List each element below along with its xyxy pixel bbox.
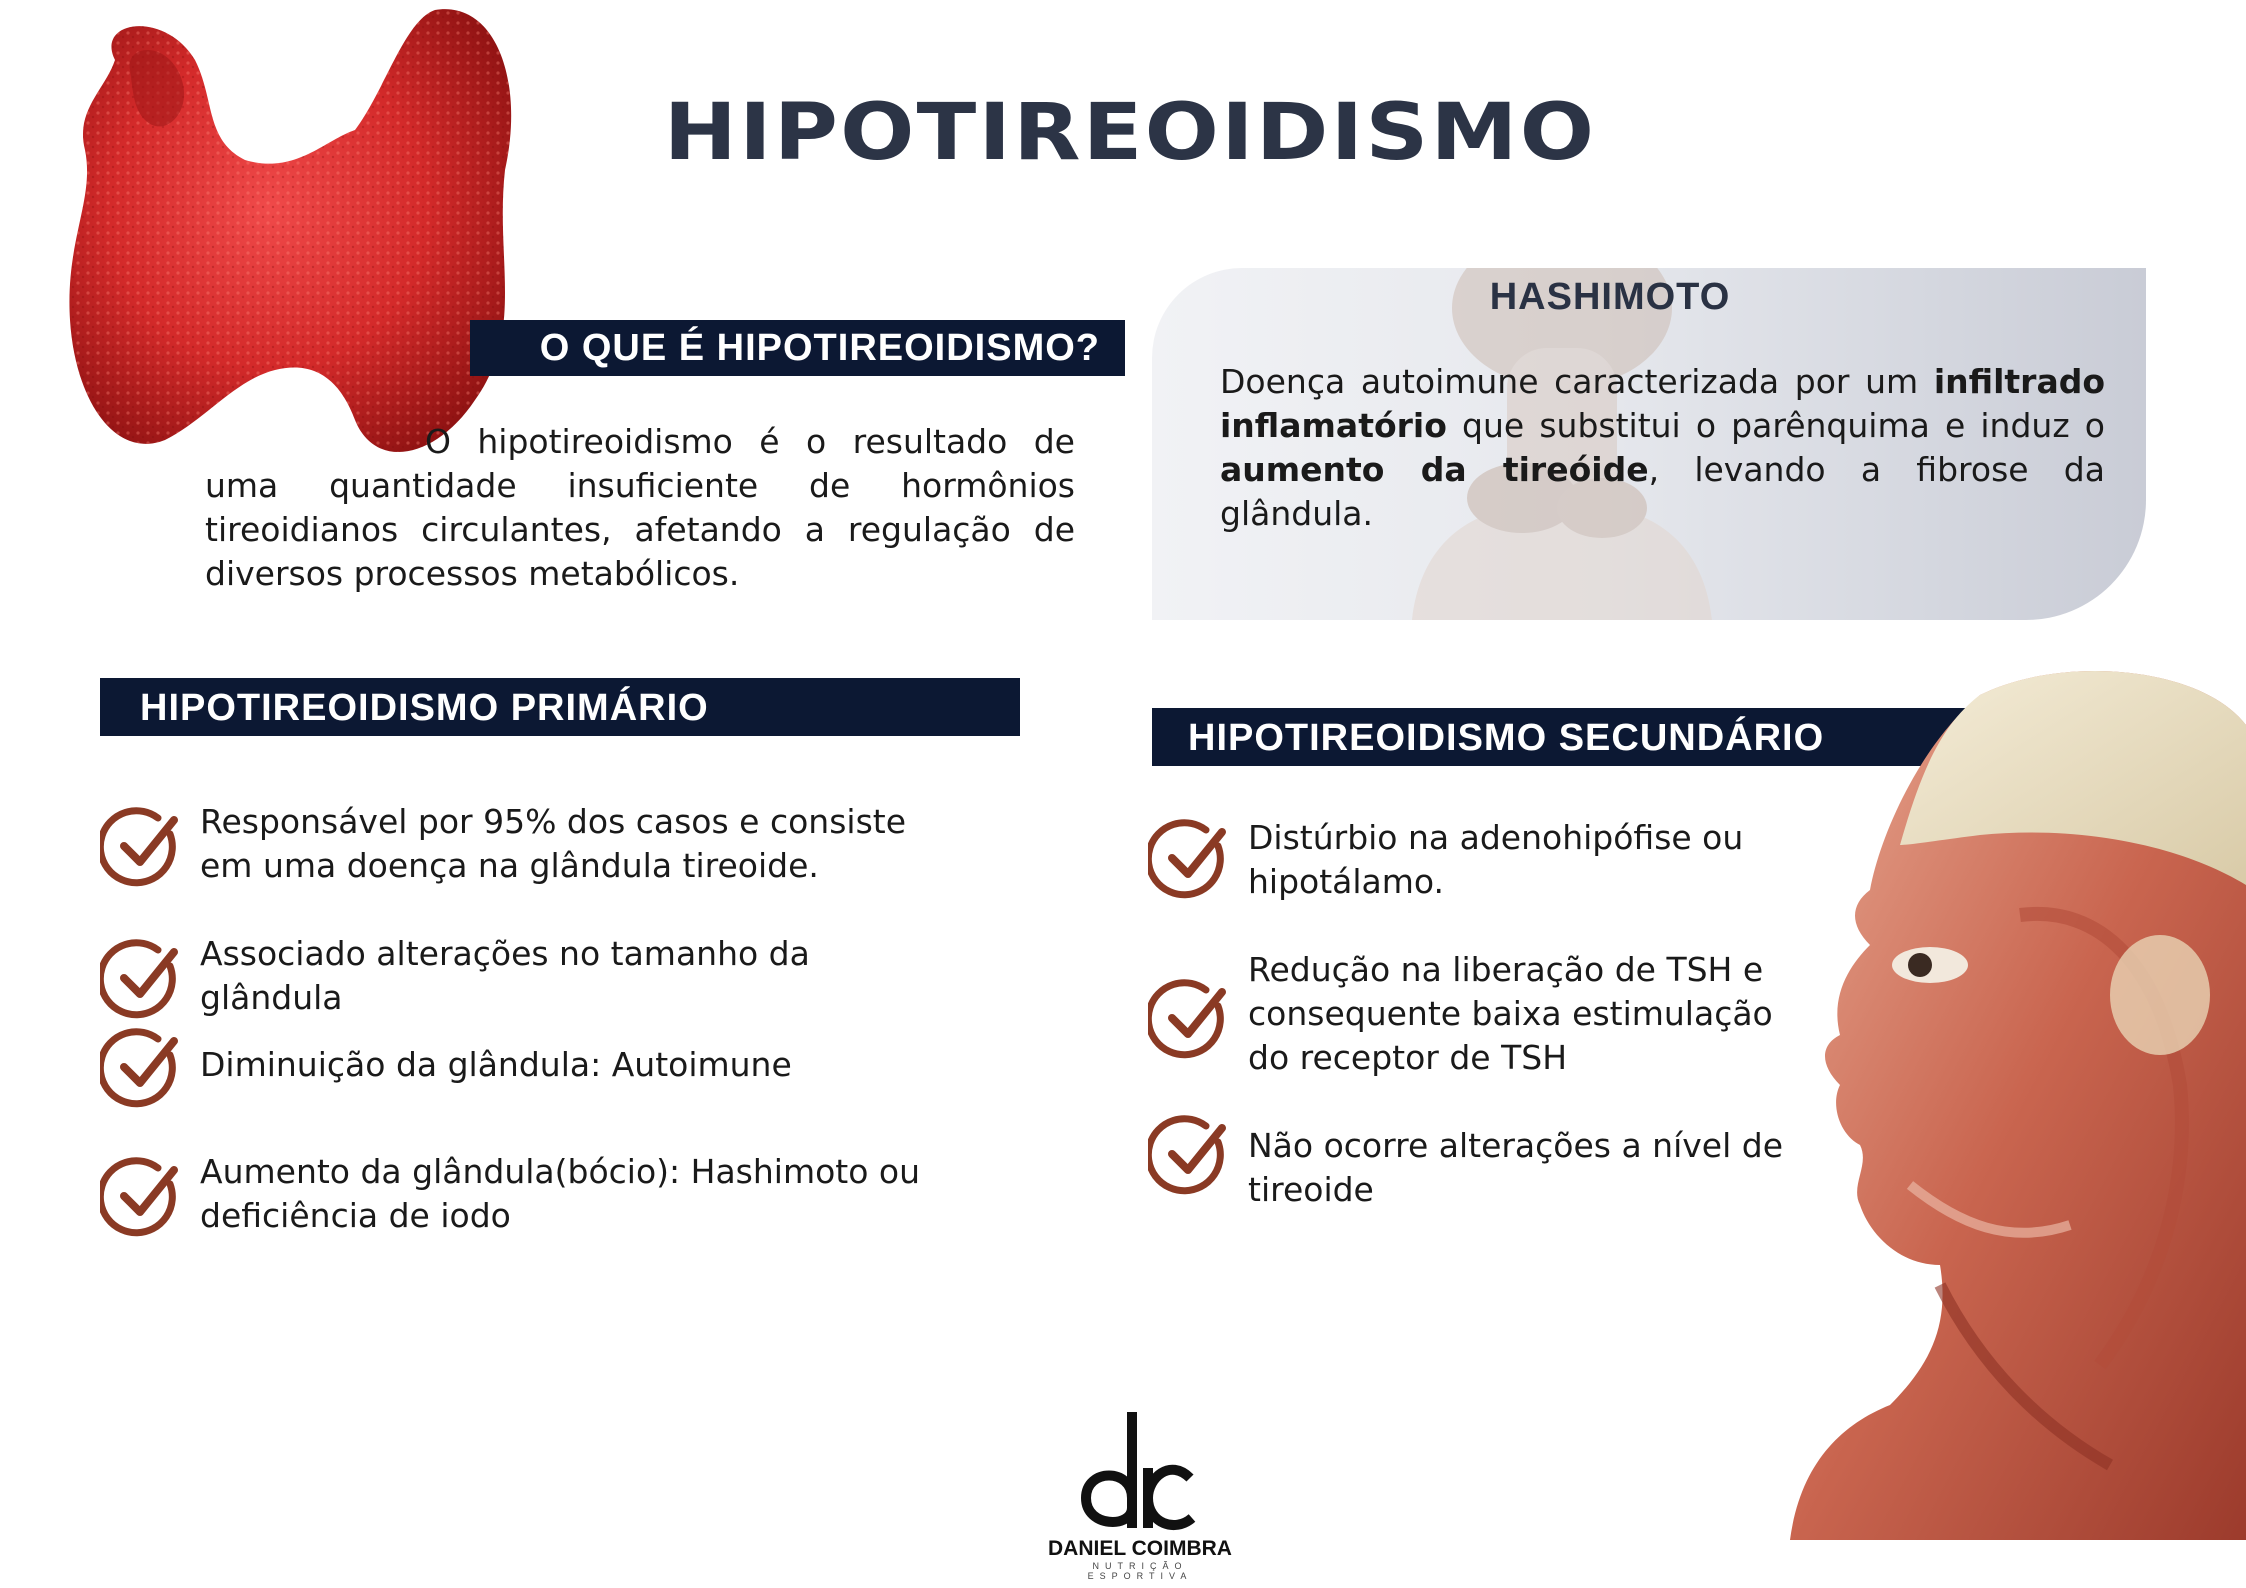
primary-item-2-line-2: glândula [200, 978, 343, 1017]
primary-item-4-line-2: deficiência de iodo [200, 1196, 511, 1235]
primary-item-1-line-2: em uma doença na glândula tireoide. [200, 846, 819, 885]
secondary-heading: HIPOTIREOIDISMO SECUNDÁRIO [1188, 717, 1825, 759]
hashimoto-text [1220, 360, 2105, 536]
logo-subtitle: NUTRIÇÃO ESPORTIVA [1087, 1561, 1193, 1581]
primary-item-4-line-1: Aumento da glândula(bócio): Hashimoto ou [200, 1152, 921, 1191]
check-circle-icon [1148, 1112, 1234, 1198]
secondary-item-3-line-1: Não ocorre alterações a nível de [1248, 1126, 1784, 1165]
secondary-item-2-line-3: do receptor de TSH [1248, 1038, 1568, 1077]
page-title: HIPOTIREOIDISMO [663, 88, 1597, 178]
check-circle-icon [1148, 976, 1234, 1062]
thyroid-gland-image [55, 0, 525, 480]
hashimoto-text-part-1: Doença autoimune caracterizada por um [1220, 362, 1934, 401]
hashimoto-bold-1: infiltrado inflamatório [1220, 362, 2105, 445]
logo-name: DANIEL COIMBRA [1048, 1537, 1232, 1560]
check-circle-icon [1148, 816, 1234, 902]
muscle-head-image [1780, 665, 2246, 1540]
primary-heading: HIPOTIREOIDISMO PRIMÁRIO [140, 687, 709, 729]
primary-item-1-line-1: Responsável por 95% dos casos e consiste [200, 802, 907, 841]
hashimoto-text-part-2: que substitui o parênquima e induz o [1446, 406, 2105, 445]
secondary-item-1-line-1: Distúrbio na adenohipófise ou [1248, 818, 1744, 857]
what-is-heading: O QUE É HIPOTIREOIDISMO? [539, 327, 1100, 369]
hashimoto-text-part-3: , levando a fibrose da glândula. [1220, 450, 2105, 533]
primary-heading-band [100, 678, 1020, 736]
what-is-text: O hipotireoidismo é o resultado de uma quantidade insuficiente de hormônios tireoidianos circulantes, afetando a regulação de diversos processos metabólicos. [205, 422, 1075, 593]
secondary-item-3-line-2: tireoide [1248, 1170, 1374, 1209]
check-circle-icon [100, 1154, 186, 1240]
primary-item-2-line-1: Associado alterações no tamanho da [200, 934, 810, 973]
check-circle-icon [100, 936, 186, 1022]
secondary-item-1-line-2: hipotálamo. [1248, 862, 1445, 901]
secondary-item-2-line-1: Redução na liberação de TSH e [1248, 950, 1764, 989]
primary-item-3-line-1: Diminuição da glândula: Autoimune [200, 1045, 792, 1084]
check-circle-icon [100, 804, 186, 890]
hashimoto-bold-2: aumento da tireóide [1220, 450, 1649, 489]
secondary-item-2-line-2: consequente baixa estimulação [1248, 994, 1773, 1033]
hashimoto-heading: HASHIMOTO [1489, 276, 1731, 318]
what-is-heading-band [470, 320, 1125, 376]
check-circle-icon [100, 1025, 186, 1111]
